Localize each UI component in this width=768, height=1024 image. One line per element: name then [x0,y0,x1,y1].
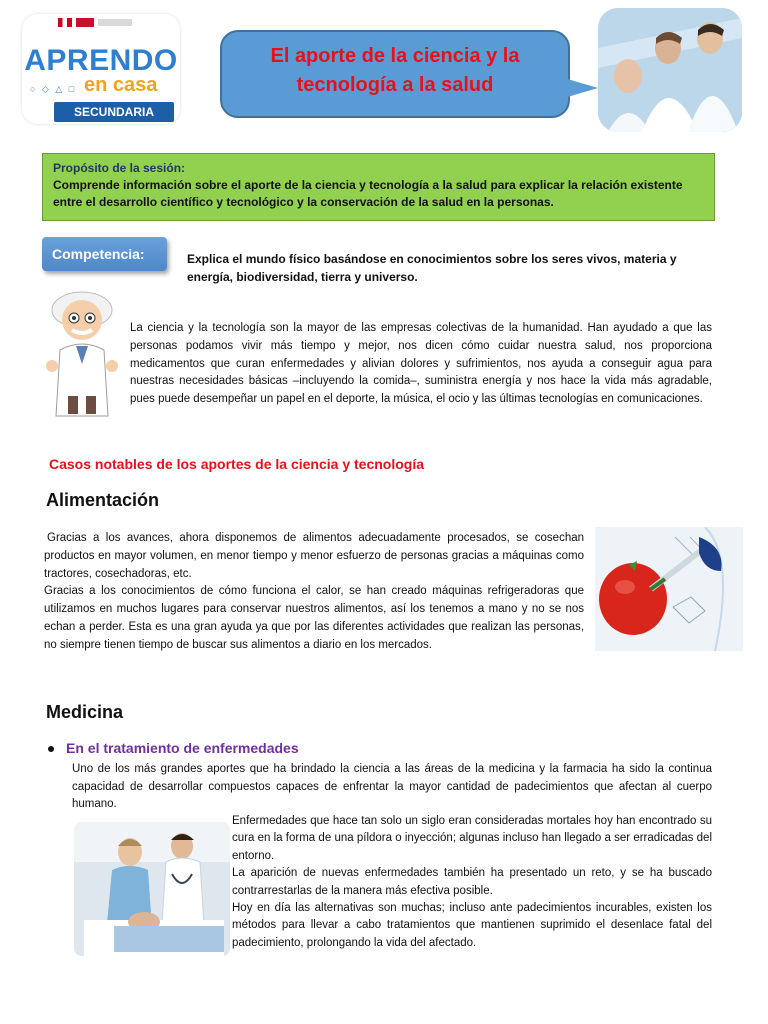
alimentacion-text [44,530,584,655]
scientists-photo [598,8,742,132]
medicina-paragraph-1: Uno de los más grandes aportes que ha brindado la ciencia a las áreas de la medicina y la farmacia ha sido la continua capacidad de desarrollar compuestos capaces de enfrentar la mayor cantidad de padecimientos que afectan al cuerpo humano. [72,763,712,811]
peru-flag-icon [58,18,72,27]
competence-text: Explica el mundo físico basándose en conocimientos sobre los seres vivos, materia y energía, biodiversidad, tierra y universo. [187,252,677,284]
cases-title: Casos notables de los aportes de la ciencia y tecnología [49,456,425,472]
medicina-paragraph-3: La aparición de nuevas enfermedades también ha presentado un reto, y se ha buscado contrarrestarlas de la manera más efectiva posible. [232,867,712,897]
medicina-bullet-text: En el tratamiento de enfermedades [66,740,299,756]
tomato-injection-photo [595,527,743,651]
medicina-paragraph-2: Enfermedades que hace tan solo un siglo eran consideradas mortales hoy han encontrado su cura en la forma de una píldora o inyección; algunas incluso han llegado a ser erradicadas del entorno. [232,815,712,862]
ministry-badge-icon [76,18,94,27]
doctor-patient-photo [74,822,230,956]
ministry-name-icon [98,19,132,26]
title-line-1: El aporte de la ciencia y la [270,45,520,67]
purpose-text: Comprende información sobre el aporte de la ciencia y tecnología a la salud para explicar la relación existente entre el desarrollo científico y tecnológico y la conservación de la salud en la personas. [53,178,683,209]
logo-sub: en casa [84,74,158,96]
aprendo-en-casa-logo [22,14,180,124]
logo-brand: APRENDO [24,44,178,77]
logo-shapes-icon: ○ ◇ △ □ [30,84,77,94]
medicina-paragraph-4: Hoy en día las alternativas son muchas; incluso ante padecimientos incurables, existen los métodos para llevar a cabo tratamientos que mantienen suprimido el desenlace fatal del padecimiento, prolongando la vida del afectado. [232,902,712,949]
purpose-label: Propósito de la sesión: [53,161,186,175]
scientist-cartoon-icon [42,288,122,418]
intro-paragraph: La ciencia y la tecnología son la mayor de las empresas colectivas de la humanidad. Han ayudado a que las personas podamos vivir más tiempo y mejor, nos dicen cómo cuidar nuestra salud, nos proporciona medicamentos que curan enfermedades y alivian dolores y sufrimientos, nos ayuda a conseguir agua para nuestras necesidades básicas –incluyendo la comida–, suministra energía y nos hace la vida más agradable, pues puede desempeñar un papel en el deporte, la música, el ocio y las últimas tecnologías en comunicaciones. [130,322,712,406]
alimentacion-heading: Alimentación [46,490,160,510]
bullet-icon [48,746,54,752]
logo-level: SECUNDARIA [54,102,174,122]
medicina-heading: Medicina [46,702,124,722]
alimentacion-paragraph-1: Gracias a los avances, ahora disponemos de alimentos adecuadamente procesados, se cosechan productos en mayor volumen, en menor tiempo y menor esfuerzo de personas gracias a máquinas como tractores, cosechadoras, etc. [44,532,584,580]
bubble-tail [564,78,598,98]
page-title [230,42,560,100]
purpose-box [42,153,715,221]
competence-label: Competencia: [42,237,167,271]
medicina-bullet [48,740,299,756]
medicina-text-block [232,813,712,952]
title-line-2: tecnología a la salud [296,74,494,96]
alimentacion-paragraph-2: Gracias a los conocimientos de cómo funciona el calor, se han creado máquinas refrigeradoras que utilizamos en muchos lugares para conservar nuestros alimentos, así los tenemos a mano y no se nos echan a perder. Esta es una gran ayuda ya que por las diferentes actividades que realizan las personas, no siempre tienen tiempo de buscar sus alimentos a diario en los mercados. [44,585,584,651]
